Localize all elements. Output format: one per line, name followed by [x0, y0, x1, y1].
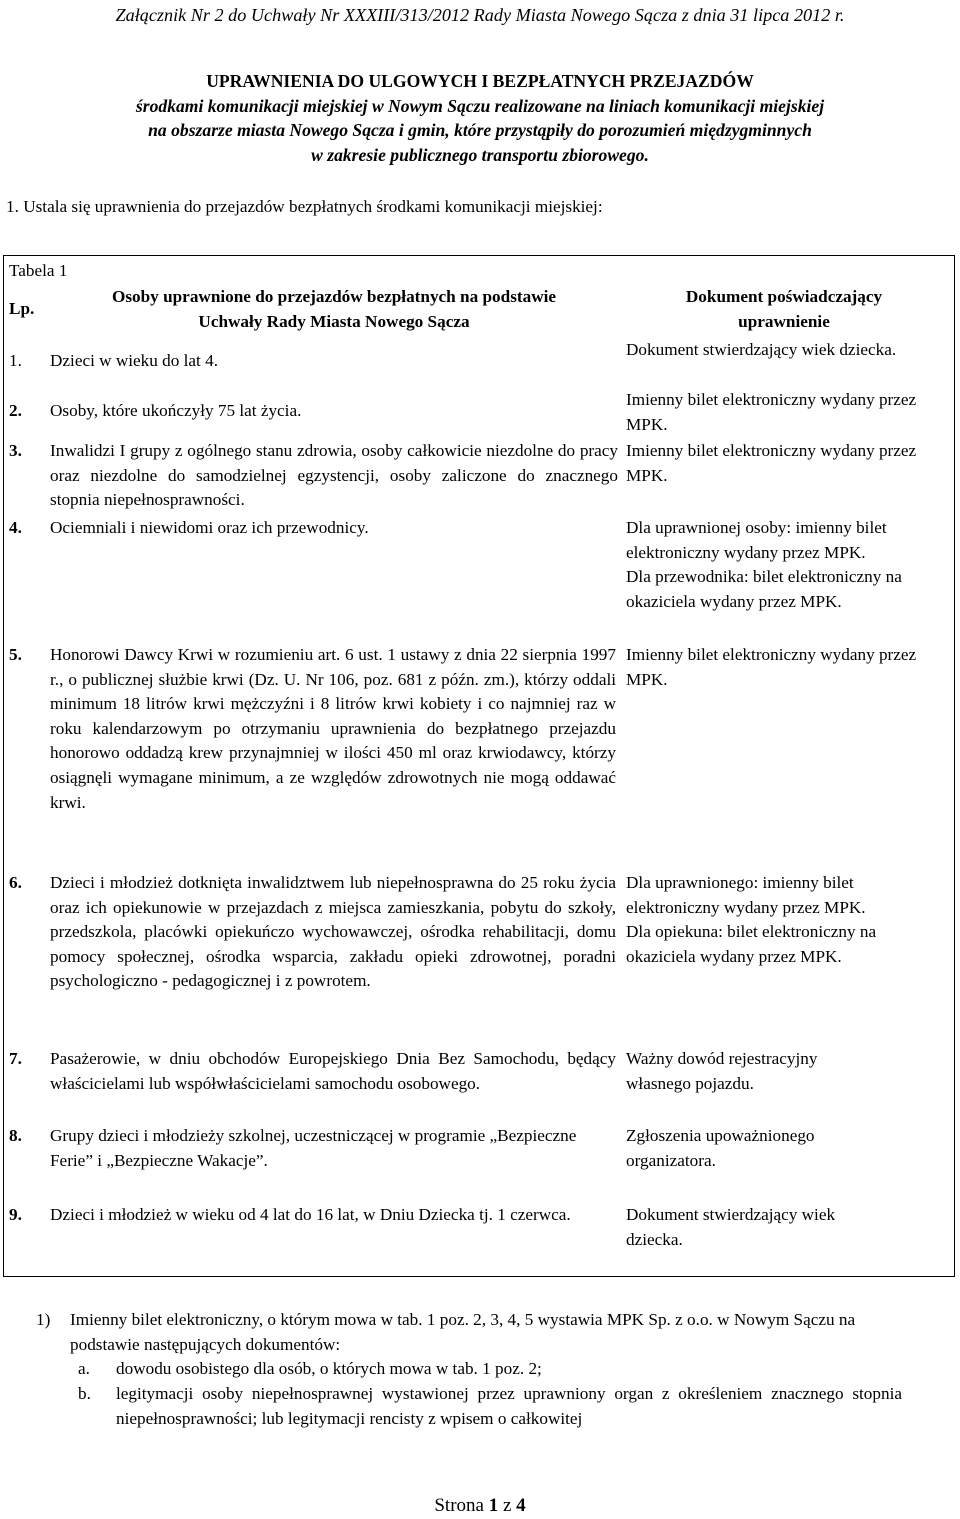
header-document-line1: Dokument poświadczający [685, 287, 883, 306]
row-persons: Ociemniali i niewidomi oraz ich przewodnicy. [50, 518, 369, 537]
page-current: 1 [488, 1495, 499, 1516]
row-document-part2: Dla przewodnika: bilet elektroniczny na okaziciela wydany przez MPK. [626, 567, 902, 611]
annex-header: Załącznik Nr 2 do Uchwały Nr XXXIII/313/2012 Rady Miasta Nowego Sącza z dnia 31 lipca 2012 r. [115, 5, 845, 25]
row-document: Imienny bilet elektroniczny wydany przez MPK. [626, 441, 917, 485]
row-document-part1: Dla uprawnionego: imienny bilet elektroniczny wydany przez MPK. [626, 873, 866, 917]
row-persons: Dzieci i młodzież w wieku od 4 lat do 16 lat, w Dniu Dziecka tj. 1 czerwca. [50, 1205, 571, 1224]
intro-paragraph: 1. Ustala się uprawnienia do przejazdów bezpłatnych środkami komunikacji miejskiej: [6, 197, 603, 216]
header-persons-line1: Osoby uprawnione do przejazdów bezpłatnych na podstawie [111, 287, 557, 306]
row-document: Ważny dowód rejestracyjny własnego pojazdu. [626, 1049, 818, 1093]
row-document [626, 871, 946, 969]
row-number: 5. [9, 645, 22, 664]
header-lp: Lp. [9, 299, 35, 318]
header-persons-line2: Uchwały Rady Miasta Nowego Sącza [198, 311, 470, 331]
title-line-2: środkami komunikacji miejskiej w Nowym Sączu realizowane na liniach komunikacji miejskiej [135, 95, 825, 116]
page-sep: z [498, 1495, 517, 1516]
header-document-line2: uprawnienie [738, 311, 830, 331]
page-total: 4 [516, 1495, 526, 1516]
footnote-a-label: a. [78, 1359, 90, 1378]
row-document-part2: Dla opiekuna: bilet elektroniczny na okaziciela wydany przez MPK. [626, 922, 877, 966]
row-persons: Pasażerowie, w dniu obchodów Europejskiego Dnia Bez Samochodu, będący właścicielami lub współwłaścicielami samochodu osobowego. [50, 1049, 616, 1093]
row-number: 1. [9, 351, 22, 370]
document-title [0, 69, 960, 168]
row-document: Zgłoszenia upoważnionego organizatora. [626, 1126, 815, 1170]
row-persons: Honorowi Dawcy Krwi w rozumieniu art. 6 ust. 1 ustawy z dnia 22 sierpnia 1997 r., o publicznej służbie krwi (Dz. U. Nr 106, poz. 681 z późn. zm.), którzy oddali minimum 18 litrów krwi mężczyźni i 8 litrów krwi kobiety i co najmniej raz w roku kalendarzowym po otrzymaniu uprawnienia do bezpłatnego przejazdu honorowo oddadzą krew przynajmniej w ilości 450 ml oraz krwiodawcy, którzy osiągnęli wymagane minimum, a ze względów zdrowotnych nie mogą oddawać krwi. [50, 645, 616, 812]
footnote-a-text: dowodu osobistego dla osób, o których mowa w tab. 1 poz. 2; [116, 1359, 542, 1378]
row-document: Dokument stwierdzający wiek dziecka. [626, 340, 897, 359]
row-document: Imienny bilet elektroniczny wydany przez MPK. [626, 645, 917, 689]
row-number: 9. [9, 1205, 22, 1224]
footnote-b-text: legitymacji osoby niepełnosprawnej wystawionej przez uprawniony organ z określeniem znacznego stopnia niepełnosprawności; lub legitymacji rencisty z wpisem o całkowitej [116, 1384, 902, 1428]
row-number: 6. [9, 873, 22, 892]
row-number: 4. [9, 518, 22, 537]
row-document [626, 516, 926, 614]
row-document-part1: Dla uprawnionej osoby: imienny bilet elektroniczny wydany przez MPK. [626, 518, 887, 562]
page-prefix: Strona [434, 1495, 489, 1516]
row-persons: Osoby, które ukończyły 75 lat życia. [50, 401, 302, 420]
footnote-b-label: b. [78, 1384, 91, 1403]
row-persons: Inwalidzi I grupy z ogólnego stanu zdrowia, osoby całkowicie niezdolne do pracy oraz niezdolne do samodzielnej egzystencji, osoby zaliczone do znacznego stopnia niepełnosprawności. [50, 441, 618, 510]
row-number: 2. [9, 401, 22, 420]
row-document: Dokument stwierdzający wiek dziecka. [626, 1205, 836, 1249]
row-persons: Dzieci i młodzież dotknięta inwalidztwem lub niepełnosprawna do 25 roku życia oraz ich opiekunowie w przejazdach z miejsca zamieszkania, pobytu do szkoły, przedszkola, placówki opiekuńczo wychowawczej, ośrodka rehabilitacji, domu pomocy społecznej, ośrodka wsparcia, zakładu opieki zdrowotnej, poradni psychologiczno - pedagogicznej i z powrotem. [50, 873, 616, 991]
page-number [0, 1494, 960, 1519]
header-document [620, 285, 948, 334]
row-number: 7. [9, 1049, 22, 1068]
footnote-text: Imienny bilet elektroniczny, o którym mowa w tab. 1 poz. 2, 3, 4, 5 wystawia MPK Sp. z o.o. w Nowym Sączu na podstawie następujących dokumentów: [70, 1310, 856, 1354]
row-number: 3. [9, 441, 22, 460]
title-line-4: w zakresie publicznego transportu zbiorowego. [311, 145, 649, 166]
row-persons: Dzieci w wieku do lat 4. [50, 351, 219, 370]
row-number: 8. [9, 1126, 22, 1145]
title-line-1: UPRAWNIENIA DO ULGOWYCH I BEZPŁATNYCH PRZEJAZDÓW [206, 71, 754, 91]
table-label: Tabela 1 [9, 261, 68, 280]
row-document: Imienny bilet elektroniczny wydany przez MPK. [626, 390, 917, 434]
row-persons: Grupy dzieci i młodzieży szkolnej, uczestniczącej w programie „Bezpieczne Ferie” i „Bezpieczne Wakacje”. [50, 1126, 577, 1170]
title-line-3: na obszarze miasta Nowego Sącza i gmin, które przystąpiły do porozumień międzygminnych [148, 120, 812, 141]
header-persons [44, 285, 624, 334]
footnote-number: 1) [36, 1310, 51, 1329]
